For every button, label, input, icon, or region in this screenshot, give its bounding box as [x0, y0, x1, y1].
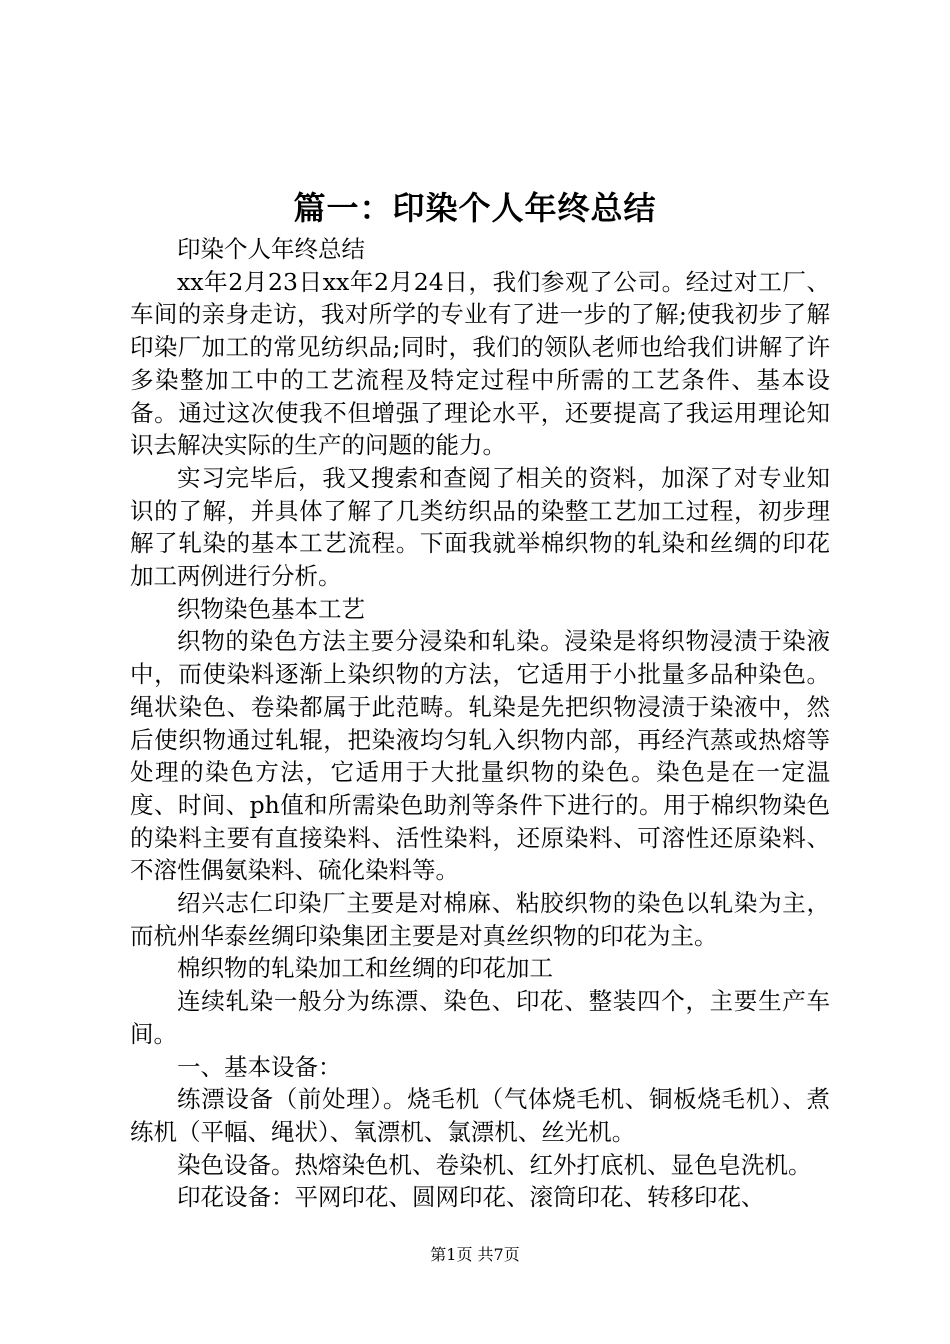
section-heading: 织物染色基本工艺 — [177, 594, 365, 623]
paragraph: 染色设备。热熔染色机、卷染机、红外打底机、显色皂洗机。 — [177, 1150, 812, 1179]
subsection-heading: 一、基本设备： — [177, 1052, 342, 1081]
document-title: 篇一：印染个人年终总结 — [293, 189, 657, 227]
paragraph: 实习完毕后，我又搜索和查阅了相关的资料，加深了对专业知识的了解，并具体了解了几类纺织品的染整工艺加工过程，初步理解了轧染的基本工艺流程。下面我就举棉织物的轧染和丝绸的印花加工两例进行分析。 — [130, 463, 830, 591]
paragraph: xx年2月23日xx年2月24日，我们参观了公司。经过对工厂、车间的亲身走访，我对所学的专业有了进一步的了解;使我初步了解印染厂加工的常见纺织品;同时，我们的领队老师也给我们讲解了许多染整加工中的工艺流程及特定过程中所需的工艺条件、基本设备。通过这次使我不但增强了理论水平，还要提高了我运用理论知识去解决实际的生产的问题的能力。 — [130, 267, 830, 460]
paragraph: 织物的染色方法主要分浸染和轧染。浸染是将织物浸渍于染液中，而使染料逐渐上染织物的方法，它适用于小批量多品种染色。绳状染色、卷染都属于此范畴。轧染是先把织物浸渍于染液中，然后使织物通过轧辊，把染液均匀轧入织物内部，再经汽蒸或热熔等处理的染色方法，它适用于大批量织物的染色。染色是在一定温度、时间、ph值和所需染色助剂等条件下进行的。用于棉织物染色的染料主要有直接染料、活性染料，还原染料、可溶性还原染料、不溶性偶氨染料、硫化染料等。 — [130, 627, 830, 885]
paragraph: 绍兴志仁印染厂主要是对棉麻、粘胶织物的染色以轧染为主，而杭州华泰丝绸印染集团主要是对真丝织物的印花为主。 — [130, 889, 830, 950]
paragraph: 连续轧染一般分为练漂、染色、印花、整装四个，主要生产车间。 — [130, 987, 830, 1048]
page-footer: 第1页 共7页 — [430, 1245, 520, 1264]
document-body — [130, 233, 830, 1214]
section-heading: 棉织物的轧染加工和丝绸的印花加工 — [177, 954, 553, 983]
paragraph-heading: 印染个人年终总结 — [177, 235, 365, 263]
paragraph: 练漂设备（前处理）。烧毛机（气体烧毛机、铜板烧毛机）、煮练机（平幅、绳状）、氧漂机、氯漂机、丝光机。 — [130, 1085, 830, 1146]
paragraph: 印花设备：平网印花、圆网印花、滚筒印花、转移印花、 — [177, 1183, 765, 1212]
